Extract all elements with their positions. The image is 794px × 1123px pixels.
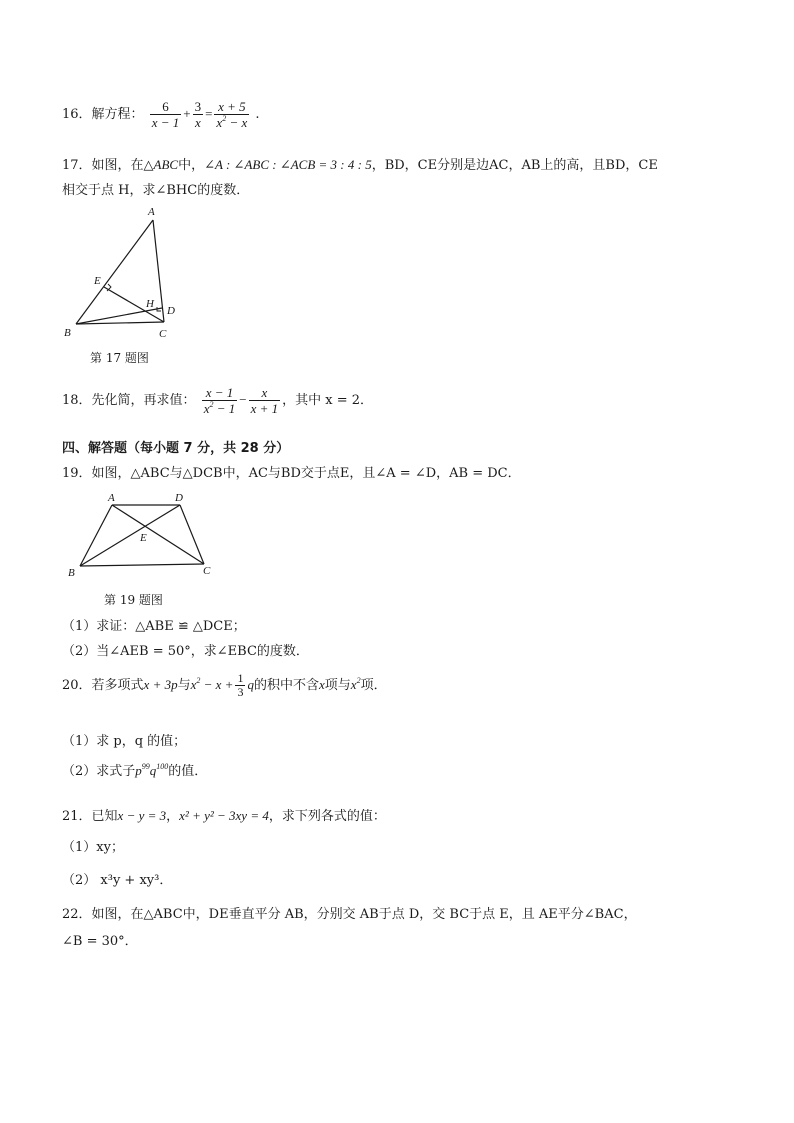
- q20-fraction: $\frac{1}{3}$: [237, 671, 244, 699]
- q18-fraction-1: $\frac{x - 1}{x^2 - 1}$: [203, 385, 236, 416]
- point-E-label: E: [140, 532, 147, 544]
- question-17-line-1: 17．如图，在△ABC中，∠A : ∠ABC : ∠ACB = 3 : 4 : 5，BD，CE分别是边AC，AB上的高，且BD，CE: [62, 157, 658, 173]
- section-4-heading: 四、解答题（每小题 7 分，共 28 分）: [62, 441, 290, 456]
- question-21-sub-2: （2） x³y + xy³．: [62, 873, 173, 888]
- point-E-label: E: [94, 275, 101, 287]
- figure-19-caption: 第 19 题图: [104, 593, 163, 607]
- question-22-line-2: ∠B = 30°．: [62, 934, 138, 949]
- question-19-sub-2: （2）当∠AEB = 50°，求∠EBC的度数．: [62, 644, 309, 659]
- point-D-label: D: [175, 492, 183, 504]
- q18-fraction-2: $\frac{x}{x + 1}$: [250, 385, 279, 416]
- question-19-line-1: 19．如图，△ABC与△DCB中，AC与BD交于点E，且∠A = ∠D，AB = DC．: [62, 466, 521, 481]
- point-B-label: B: [64, 327, 71, 339]
- question-19-sub-1: （1）求证：△ABE ≌ △DCE；: [62, 619, 246, 634]
- q16-label: 16．解方程：: [62, 107, 144, 122]
- figure-19-triangles: [62, 488, 222, 584]
- question-21: 21．已知x − y = 3，x² + y² − 3xy = 4，求下列各式的值：: [62, 808, 386, 824]
- question-18: 18．先化简，再求值： $\frac{x - 1}{x^2 - 1}$ − $\frac{x}{x + 1}$ ，其中 x = 2．: [62, 385, 374, 416]
- q16-fraction-1: $\frac{6}{x - 1}$: [151, 99, 180, 130]
- point-A-label: A: [148, 206, 155, 218]
- question-20-sub-1: （1）求 p，q 的值；: [62, 734, 187, 749]
- point-H-label: H: [146, 298, 154, 310]
- point-A-label: A: [108, 492, 115, 504]
- question-20: 20．若多项式x + 3p与$x^2 - x$ + $\frac{1}{3}$ q的积中不含x项与$x^2$项．: [62, 671, 387, 699]
- point-C-label: C: [159, 328, 167, 340]
- q16-fraction-2: $\frac{3}{x}$: [194, 99, 202, 130]
- point-D-label: D: [167, 305, 175, 317]
- question-22-line-1: 22．如图，在△ABC中，DE垂直平分 AB，分别交 AB于点 D，交 BC于点 E，且 AE平分∠BAC，: [62, 907, 637, 922]
- question-20-sub-2: （2）求式子$p^{99}q^{100}$的值．: [62, 762, 208, 779]
- question-21-sub-1: （1）xy；: [62, 840, 124, 855]
- q16-fraction-3: $\frac{x + 5}{x^2 - x}$: [216, 99, 248, 130]
- figure-17-triangle: [60, 200, 190, 345]
- question-17-line-2: 相交于点 H，求∠BHC的度数．: [62, 183, 250, 198]
- point-B-label: B: [68, 567, 75, 579]
- point-C-label: C: [203, 565, 211, 577]
- figure-17-caption: 第 17 题图: [90, 351, 149, 365]
- question-16: 16．解方程： $\frac{6}{x - 1}$ + $\frac{3}{x}$ = $\frac{x + 5}{x^2 - x}$ .: [62, 99, 260, 130]
